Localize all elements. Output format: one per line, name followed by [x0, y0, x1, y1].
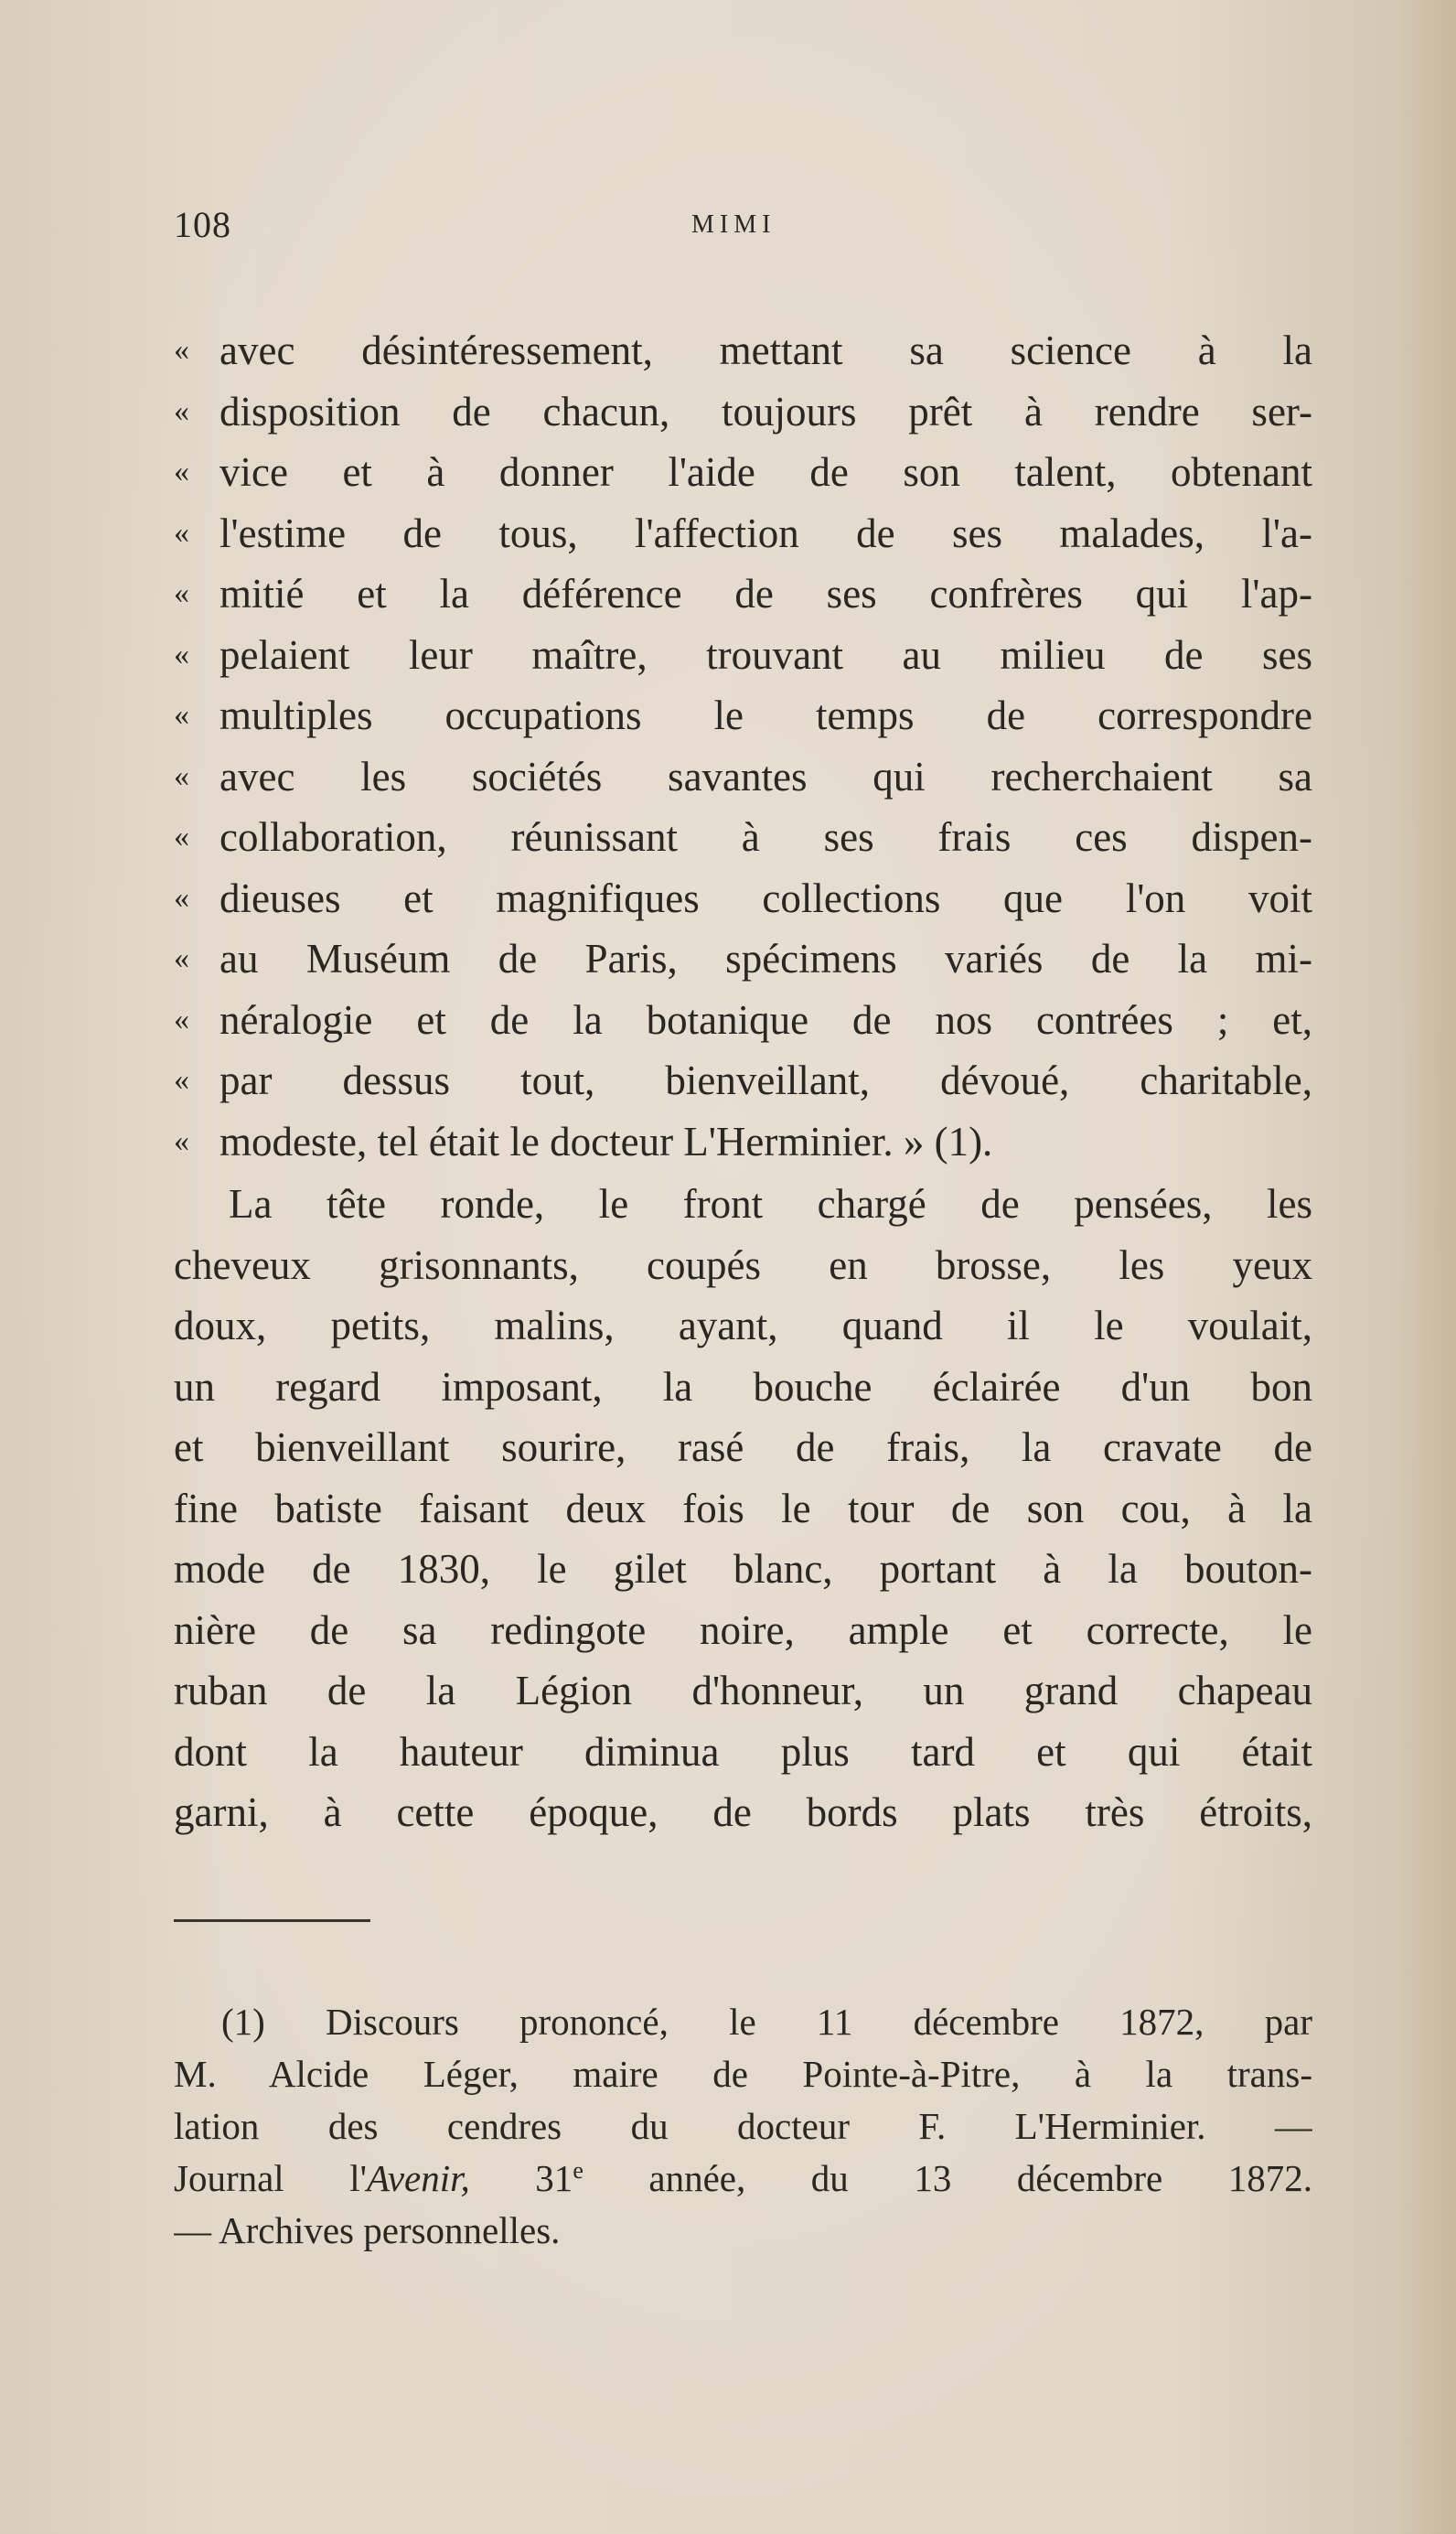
paragraph-line: La tête ronde, le front chargé de pensées, les	[229, 1181, 1312, 1227]
guillemet-mark: «	[174, 333, 189, 367]
paragraph-line: garni, à cette époque, de bords plats très étroits,	[174, 1789, 1312, 1835]
paragraph-line: fine batiste faisant deux fois le tour de son cou, à la	[174, 1485, 1312, 1531]
guillemet-mark: «	[174, 576, 189, 610]
quote-line	[174, 564, 1312, 625]
paragraph-line: mode de 1830, le gilet blanc, portant à la bouton-	[174, 1546, 1312, 1592]
footnote-year-number: 31	[469, 2157, 573, 2199]
footnote-line: lation des cendres du docteur F. L'Herminier. —	[174, 2105, 1312, 2147]
guillemet-mark: «	[174, 637, 189, 671]
quote-line-text: néralogie et de la botanique de nos contrées ; et,	[219, 996, 1312, 1043]
paragraph-line: cheveux grisonnants, coupés en brosse, les yeux	[174, 1241, 1312, 1288]
footnote-line: — Archives personnelles.	[174, 2209, 561, 2251]
footnote-line	[174, 2153, 1312, 2205]
paragraph-line: nière de sa redingote noire, ample et correcte, le	[174, 1606, 1312, 1653]
guillemet-mark: «	[174, 698, 189, 732]
quote-line	[174, 503, 1312, 564]
quote-line-text: disposition de chacun, toujours prêt à rendre ser-	[219, 388, 1312, 435]
guillemet-mark: «	[174, 1123, 189, 1158]
quote-line	[174, 381, 1312, 443]
paragraph-line: ruban de la Légion d'honneur, un grand chapeau	[174, 1668, 1312, 1713]
quote-line	[174, 1050, 1312, 1111]
quote-line	[174, 868, 1312, 929]
quote-line-text: avec les sociétés savantes qui recherchaient sa	[219, 753, 1312, 800]
quote-line-text: par dessus tout, bienveillant, dévoué, charitable,	[219, 1058, 1312, 1103]
page-number: 108	[174, 204, 231, 245]
paragraph-line: dont la hauteur diminua plus tard et qui était	[174, 1728, 1312, 1775]
quote-line	[174, 807, 1312, 868]
guillemet-mark: «	[174, 455, 189, 489]
guillemet-mark: «	[174, 1002, 189, 1036]
guillemet-mark: «	[174, 941, 189, 975]
guillemet-mark: «	[174, 880, 189, 915]
quote-line-text: modeste, tel était le docteur L'Herminier. » (1).	[219, 1118, 993, 1165]
paragraph-line: et bienveillant sourire, rasé de frais, la cravate de	[174, 1424, 1312, 1470]
quote-line	[174, 746, 1312, 808]
footnote-divider	[174, 1919, 370, 1922]
quote-line	[174, 1111, 1312, 1173]
quote-line-text: multiples occupations le temps de correspondre	[219, 693, 1312, 738]
quote-line	[174, 685, 1312, 746]
quote-line-text: dieuses et magnifiques collections que l'on voit	[219, 875, 1312, 921]
footnote-journal-prefix: Journal l'	[174, 2157, 368, 2199]
quote-line	[174, 929, 1312, 990]
footnote-line: M. Alcide Léger, maire de Pointe-à-Pitre, à la trans-	[174, 2053, 1312, 2095]
footnote-date: année, du 13 décembre 1872.	[583, 2157, 1312, 2199]
quote-line-text: au Muséum de Paris, spécimens variés de la mi-	[219, 936, 1312, 982]
guillemet-mark: «	[174, 758, 189, 793]
paragraph-line: un regard imposant, la bouche éclairée d'un bon	[174, 1363, 1312, 1410]
quote-line	[174, 442, 1312, 503]
quote-line	[174, 990, 1312, 1051]
footnote-line: (1) Discours prononcé, le 11 décembre 1872, par	[221, 2001, 1312, 2043]
quoted-speech	[174, 320, 1312, 1172]
body-paragraph	[174, 1174, 1312, 1843]
guillemet-mark: «	[174, 1063, 189, 1097]
quote-line-text: mitié et la déférence de ses confrères qui l'ap-	[219, 571, 1312, 617]
paragraph-line: doux, petits, malins, ayant, quand il le voulait,	[174, 1303, 1312, 1348]
quote-line	[174, 320, 1312, 381]
quote-line-text: avec désintéressement, mettant sa science à la	[219, 327, 1312, 373]
footnote-ordinal-suffix: e	[573, 2157, 583, 2184]
running-head: MIMI	[691, 210, 776, 239]
guillemet-mark: «	[174, 515, 189, 550]
guillemet-mark: «	[174, 393, 189, 428]
quote-line-text: l'estime de tous, l'affection de ses malades, l'a-	[219, 510, 1312, 556]
quote-line-text: pelaient leur maître, trouvant au milieu de ses	[219, 631, 1312, 678]
quote-line-text: collaboration, réunissant à ses frais ces dispen-	[219, 814, 1312, 860]
guillemet-mark: «	[174, 820, 189, 854]
footnote	[174, 1996, 1312, 2257]
quote-line	[174, 625, 1312, 686]
footnote-journal-title: Avenir,	[367, 2157, 470, 2199]
page-header	[174, 203, 1312, 249]
quote-line-text: vice et à donner l'aide de son talent, obtenant	[219, 449, 1312, 495]
